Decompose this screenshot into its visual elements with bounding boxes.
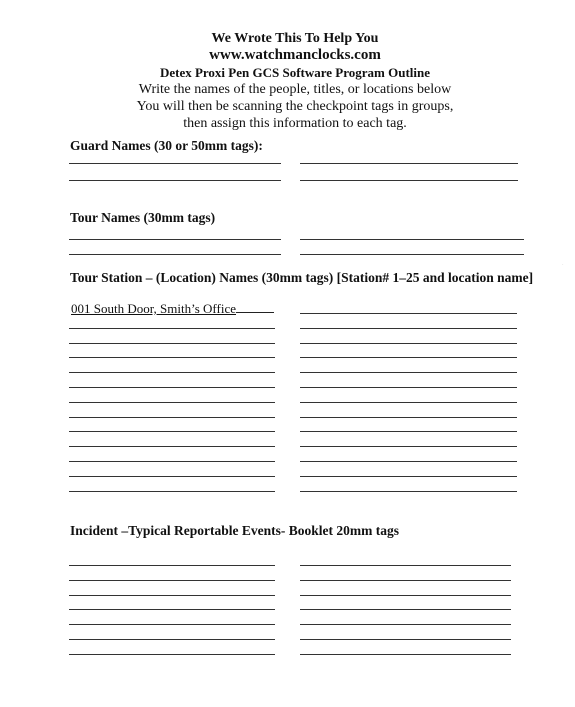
tour-names-heading: Tour Names (30mm tags) bbox=[70, 210, 216, 225]
station-row-line-9-right[interactable] bbox=[300, 446, 517, 447]
station-line-1-left[interactable] bbox=[300, 313, 517, 314]
instruction-line-2: You will then be scanning the checkpoint tags in groups, bbox=[136, 99, 454, 114]
incident-line-6-left[interactable] bbox=[69, 639, 275, 640]
station-row-line-3-right[interactable] bbox=[300, 357, 517, 358]
station-row-line-4-left[interactable] bbox=[69, 372, 275, 373]
incident-line-2-right[interactable] bbox=[300, 580, 511, 581]
station-row-line-11-left[interactable] bbox=[69, 476, 275, 477]
station-row-line-2-right[interactable] bbox=[300, 343, 517, 344]
incident-line-6-right[interactable] bbox=[300, 639, 511, 640]
instruction-line-3: then assign this information to each tag. bbox=[183, 116, 407, 131]
guard-name-line-1-left[interactable] bbox=[69, 163, 281, 164]
station-row-line-7-right[interactable] bbox=[300, 417, 517, 418]
incident-line-1-left[interactable] bbox=[69, 565, 275, 566]
incident-line-3-right[interactable] bbox=[300, 595, 511, 596]
incident-line-7-left[interactable] bbox=[69, 654, 275, 655]
tour-station-heading: Tour Station – (Location) Names (30mm tags) [Station# 1–25 and location name] bbox=[70, 270, 534, 285]
station-row-line-12-left[interactable] bbox=[69, 491, 275, 492]
incident-line-5-left[interactable] bbox=[69, 624, 275, 625]
station-example-text: 001 South Door, Smith’s Office bbox=[71, 301, 236, 316]
incident-line-3-left[interactable] bbox=[69, 595, 275, 596]
guard-name-line-2-right[interactable] bbox=[300, 180, 518, 181]
guard-name-line-1-right[interactable] bbox=[300, 163, 518, 164]
station-row-line-10-right[interactable] bbox=[300, 461, 517, 462]
incident-line-4-right[interactable] bbox=[300, 609, 511, 610]
guard-names-heading: Guard Names (30 or 50mm tags): bbox=[70, 138, 263, 153]
tour-name-line-1-left[interactable] bbox=[69, 239, 281, 240]
tour-name-line-1-right[interactable] bbox=[300, 239, 524, 240]
incident-line-2-left[interactable] bbox=[69, 580, 275, 581]
form-header bbox=[0, 30, 575, 132]
station-row-line-11-right[interactable] bbox=[300, 476, 517, 477]
tour-name-line-2-right[interactable] bbox=[300, 254, 524, 255]
station-row-line-2-left[interactable] bbox=[69, 343, 275, 344]
station-row-line-1-right[interactable] bbox=[300, 328, 517, 329]
header-subtitle: Detex Proxi Pen GCS Software Program Outline bbox=[159, 65, 431, 80]
incident-line-7-right[interactable] bbox=[300, 654, 511, 655]
station-row-line-10-left[interactable] bbox=[69, 461, 275, 462]
station-row-line-1-left[interactable] bbox=[69, 328, 275, 329]
incident-line-1-right[interactable] bbox=[300, 565, 511, 566]
header-title: We Wrote This To Help You bbox=[211, 31, 379, 46]
guard-name-line-2-left[interactable] bbox=[69, 180, 281, 181]
station-row-line-3-left[interactable] bbox=[69, 357, 275, 358]
station-row-line-6-right[interactable] bbox=[300, 402, 517, 403]
station-row-line-7-left[interactable] bbox=[69, 417, 275, 418]
station-example-entry bbox=[71, 300, 274, 317]
station-row-line-8-left[interactable] bbox=[69, 431, 275, 432]
station-row-line-8-right[interactable] bbox=[300, 431, 517, 432]
incident-line-4-left[interactable] bbox=[69, 609, 275, 610]
incident-line-5-right[interactable] bbox=[300, 624, 511, 625]
station-row-line-6-left[interactable] bbox=[69, 402, 275, 403]
instruction-line-1: Write the names of the people, titles, or locations below bbox=[138, 82, 452, 97]
incident-heading: Incident –Typical Reportable Events- Booklet 20mm tags bbox=[70, 523, 399, 538]
station-row-line-4-right[interactable] bbox=[300, 372, 517, 373]
station-row-line-9-left[interactable] bbox=[69, 446, 275, 447]
tour-name-line-2-left[interactable] bbox=[69, 254, 281, 255]
station-row-line-5-left[interactable] bbox=[69, 387, 275, 388]
station-example-blank bbox=[236, 300, 274, 313]
station-row-line-5-right[interactable] bbox=[300, 387, 517, 388]
scan-artifact: · bbox=[562, 263, 564, 268]
station-row-line-12-right[interactable] bbox=[300, 491, 517, 492]
header-website: www.watchmanclocks.com bbox=[209, 47, 381, 63]
